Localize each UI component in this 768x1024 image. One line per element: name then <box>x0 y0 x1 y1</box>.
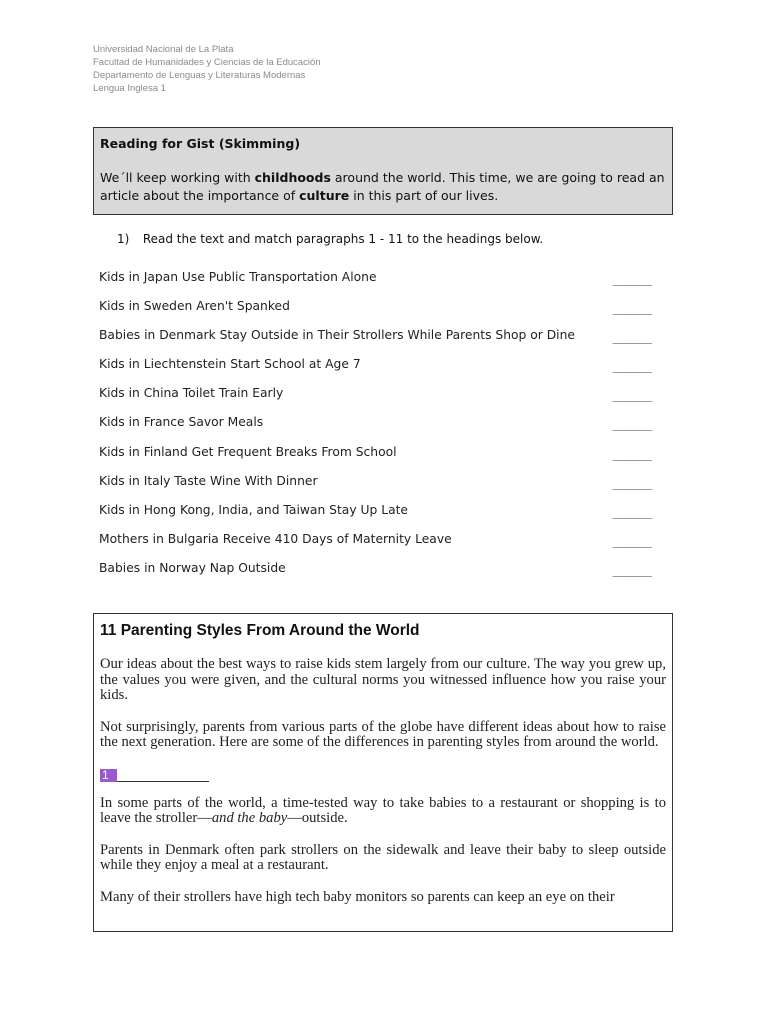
heading-row <box>99 445 659 474</box>
paragraph-number: 1 <box>100 769 117 782</box>
heading-text: Babies in Denmark Stay Outside in Their Strollers While Parents Shop or Dine <box>99 328 575 343</box>
answer-blank[interactable]: ______ <box>612 446 651 461</box>
gist-text-1: We´ll keep working with <box>100 170 255 185</box>
heading-text: Babies in Norway Nap Outside <box>99 560 286 575</box>
heading-row <box>99 561 659 590</box>
instruction-number: 1) <box>117 232 130 246</box>
article-title: 11 Parenting Styles From Around the World <box>100 622 420 639</box>
instruction-text: Read the text and match paragraphs 1 - 11 to the headings below. <box>142 232 544 246</box>
header-line-course: Lengua Inglesa 1 <box>93 83 166 94</box>
headings-list <box>99 270 659 590</box>
heading-text: Kids in Sweden Aren't Spanked <box>99 299 290 314</box>
heading-text: Kids in France Savor Meals <box>99 415 264 430</box>
heading-row <box>99 270 659 299</box>
reading-for-gist-box <box>93 127 673 215</box>
gist-bold-childhoods: childhoods <box>254 170 331 185</box>
gist-bold-culture: culture <box>299 188 350 203</box>
gist-title: Reading for Gist (Skimming) <box>100 136 301 151</box>
answer-blank[interactable]: ______ <box>612 533 651 548</box>
gist-text-3: in this part of our lives. <box>349 188 499 203</box>
heading-text: Mothers in Bulgaria Receive 410 Days of Maternity Leave <box>99 531 452 546</box>
heading-row <box>99 503 659 532</box>
answer-blank[interactable]: ______ <box>612 359 651 374</box>
instruction <box>117 232 543 246</box>
article-paragraph <box>100 796 666 827</box>
heading-text: Kids in Japan Use Public Transportation Alone <box>99 270 377 284</box>
heading-text: Kids in Hong Kong, India, and Taiwan Stay Up Late <box>99 502 408 517</box>
heading-row <box>99 328 659 357</box>
answer-blank[interactable]: ______ <box>612 562 651 577</box>
header-line-faculty: Facultad de Humanidades y Ciencias de la Educación <box>93 57 321 68</box>
gist-paragraph <box>100 169 666 205</box>
article-text: In some parts of the world, a time-tested way to take babies to a restaurant or shopping is to leave the stroller— <box>100 794 666 826</box>
heading-row <box>99 299 659 328</box>
article-paragraph: Parents in Denmark often park strollers on the sidewalk and leave their baby to sleep outside while they enjoy a meal at a restaurant. <box>100 841 666 873</box>
answer-blank[interactable]: ______ <box>612 475 651 490</box>
header-line-department: Departamento de Lenguas y Literaturas Modernas <box>93 70 306 81</box>
article-italic-text: and the baby <box>211 810 288 826</box>
gist-text-2: around the world. This time, we are going to read an article about the importance of <box>100 170 665 203</box>
heading-row <box>99 386 659 415</box>
header-line-university: Universidad Nacional de La Plata <box>93 44 234 55</box>
heading-answer-line[interactable] <box>117 768 209 782</box>
heading-row <box>99 474 659 503</box>
heading-row <box>99 415 659 444</box>
heading-text: Kids in Italy Taste Wine With Dinner <box>99 473 318 488</box>
article-paragraph: Many of their strollers have high tech baby monitors so parents can keep an eye on their <box>100 888 615 905</box>
paragraph-marker <box>100 767 666 782</box>
answer-blank[interactable]: ______ <box>612 417 651 432</box>
article-paragraph-intro-2: Not surprisingly, parents from various parts of the globe have different ideas about how to raise the next generation. Here are some of the differences in parenting styles from around the world. <box>100 718 666 750</box>
heading-row <box>99 532 659 561</box>
heading-text: Kids in Finland Get Frequent Breaks From School <box>99 444 397 459</box>
article-text: —outside. <box>287 810 348 826</box>
answer-blank[interactable]: ______ <box>612 330 651 345</box>
answer-blank[interactable]: ______ <box>612 301 651 316</box>
article-paragraph-intro: Our ideas about the best ways to raise kids stem largely from our culture. The way you grew up, the values you were given, and the cultural norms you witnessed influence how you raise your kids. <box>100 656 666 703</box>
answer-blank[interactable]: ______ <box>612 272 651 286</box>
institution-header <box>93 43 321 95</box>
article-box <box>93 613 673 932</box>
heading-text: Kids in China Toilet Train Early <box>99 386 284 401</box>
answer-blank[interactable]: ______ <box>612 504 651 519</box>
answer-blank[interactable]: ______ <box>612 388 651 403</box>
heading-row <box>99 357 659 386</box>
heading-text: Kids in Liechtenstein Start School at Age 7 <box>99 357 361 372</box>
